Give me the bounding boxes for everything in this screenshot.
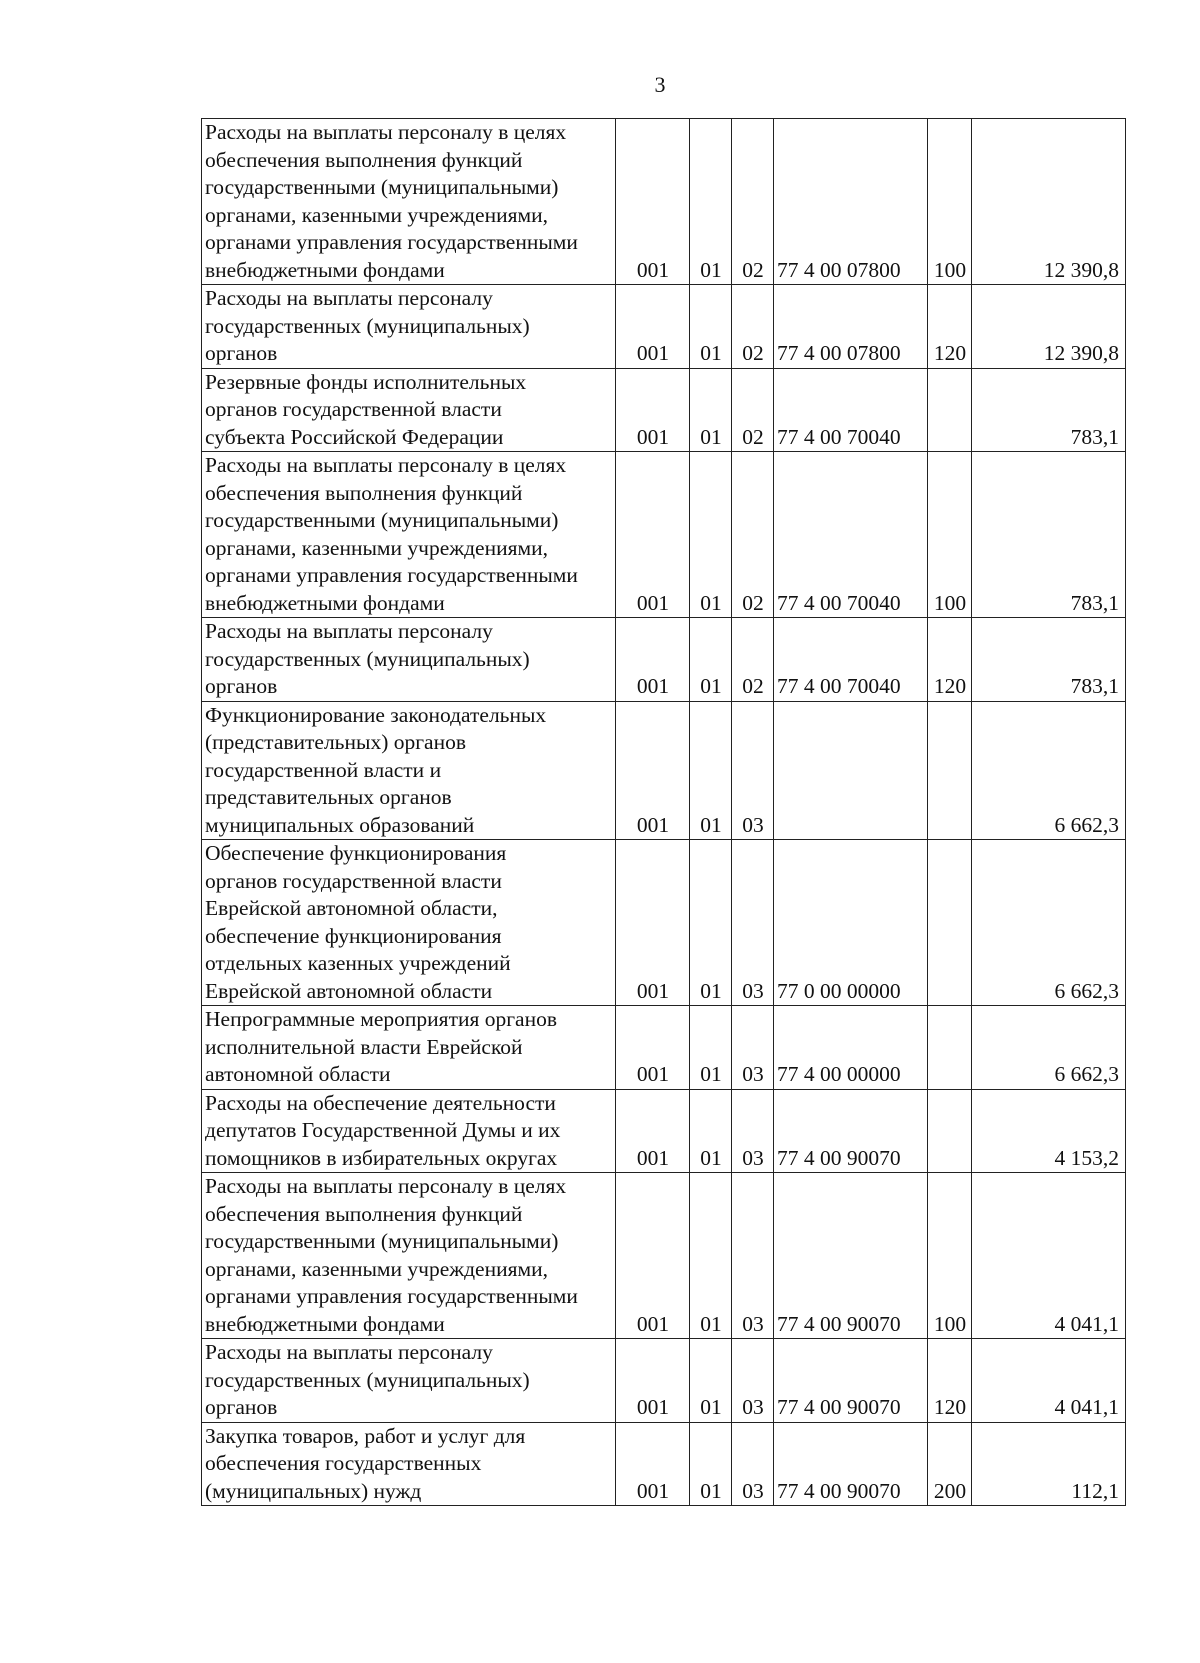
ministry-code-cell: 001	[616, 1339, 690, 1423]
item-name-line: Непрограммные мероприятия органов	[205, 1007, 557, 1031]
amount-cell: 6 662,3	[972, 1006, 1126, 1090]
section-code-cell: 01	[690, 452, 732, 618]
subsection-code-cell: 02	[732, 368, 774, 452]
item-name-line: обеспечения выполнения функций	[205, 1201, 523, 1226]
target-article-cell: 77 4 00 00000	[774, 1006, 928, 1090]
target-article-cell: 77 0 00 00000	[774, 840, 928, 1006]
item-name-line: Еврейской автономной области	[205, 978, 493, 1003]
amount-cell: 12 390,8	[972, 119, 1126, 285]
item-name-line: органами, казенными учреждениями,	[205, 202, 548, 227]
expense-type-cell: 120	[928, 1339, 972, 1423]
section-code-cell: 01	[690, 1339, 732, 1423]
subsection-code-cell: 03	[732, 1422, 774, 1506]
item-name-line: государственных (муниципальных)	[205, 1367, 530, 1392]
table-row	[202, 368, 1126, 452]
item-name-line: отдельных казенных учреждений	[205, 951, 511, 975]
item-name-line: Еврейской автономной области,	[205, 896, 498, 920]
item-name-line: помощников в избирательных округах	[205, 1145, 558, 1170]
table-row	[202, 119, 1126, 285]
section-code-cell: 01	[690, 119, 732, 285]
subsection-code-cell: 03	[732, 1006, 774, 1090]
expense-type-cell: 200	[928, 1422, 972, 1506]
item-name-line: субъекта Российской Федерации	[205, 424, 504, 449]
ministry-code-cell: 001	[616, 452, 690, 618]
item-name-line: исполнительной власти Еврейской	[205, 1034, 523, 1059]
target-article-cell: 77 4 00 70040	[774, 368, 928, 452]
item-name-line: органами управления государственными	[205, 563, 578, 587]
ministry-code-cell: 001	[616, 1422, 690, 1506]
expense-type-cell	[928, 701, 972, 840]
table-row	[202, 618, 1126, 702]
item-name-cell	[202, 1173, 616, 1339]
section-code-cell: 01	[690, 1422, 732, 1506]
subsection-code-cell: 02	[732, 618, 774, 702]
ministry-code-cell: 001	[616, 1006, 690, 1090]
expense-type-cell: 100	[928, 1173, 972, 1339]
item-name-line: органов государственной власти	[205, 868, 502, 893]
item-name-line: органами управления государственными	[205, 230, 578, 254]
ministry-code-cell: 001	[616, 1173, 690, 1339]
amount-cell: 4 153,2	[972, 1089, 1126, 1173]
item-name-line: депутатов Государственной Думы и их	[205, 1118, 561, 1142]
table-row	[202, 285, 1126, 369]
item-name-line: государственных (муниципальных)	[205, 313, 530, 338]
target-article-cell: 77 4 00 90070	[774, 1339, 928, 1423]
target-article-cell	[774, 701, 928, 840]
ministry-code-cell: 001	[616, 701, 690, 840]
item-name-line: обеспечения государственных	[205, 1451, 482, 1475]
item-name-line: органами, казенными учреждениями,	[205, 1256, 548, 1281]
page-number: 3	[654, 72, 666, 97]
subsection-code-cell: 03	[732, 1089, 774, 1173]
target-article-cell: 77 4 00 90070	[774, 1089, 928, 1173]
ministry-code-cell: 001	[616, 618, 690, 702]
subsection-code-cell: 03	[732, 701, 774, 840]
expense-type-cell: 100	[928, 452, 972, 618]
table-row	[202, 1006, 1126, 1090]
table-row	[202, 1339, 1126, 1423]
item-name-line: органов государственной власти	[205, 397, 502, 421]
expense-type-cell: 120	[928, 285, 972, 369]
ministry-code-cell: 001	[616, 1089, 690, 1173]
section-code-cell: 01	[690, 701, 732, 840]
item-name-cell	[202, 1422, 616, 1506]
amount-cell: 783,1	[972, 618, 1126, 702]
table-row	[202, 452, 1126, 618]
item-name-line: Закупка товаров, работ и услуг для	[205, 1423, 526, 1448]
item-name-line: внебюджетными фондами	[205, 1311, 445, 1336]
amount-cell: 112,1	[972, 1422, 1126, 1506]
expense-type-cell	[928, 1089, 972, 1173]
amount-cell: 4 041,1	[972, 1339, 1126, 1423]
item-name-line: государственными (муниципальными)	[205, 175, 559, 199]
amount-cell: 6 662,3	[972, 701, 1126, 840]
item-name-line: обеспечение функционирования	[205, 923, 502, 948]
item-name-line: органов	[205, 1395, 278, 1419]
item-name-line: органами управления государственными	[205, 1284, 578, 1308]
target-article-cell: 77 4 00 70040	[774, 618, 928, 702]
item-name-cell	[202, 452, 616, 618]
expense-type-cell: 120	[928, 618, 972, 702]
item-name-line: автономной области	[205, 1062, 391, 1086]
expense-type-cell	[928, 840, 972, 1006]
target-article-cell: 77 4 00 07800	[774, 119, 928, 285]
ministry-code-cell: 001	[616, 368, 690, 452]
item-name-line: государственными (муниципальными)	[205, 1229, 559, 1253]
amount-cell: 783,1	[972, 452, 1126, 618]
item-name-cell	[202, 1006, 616, 1090]
subsection-code-cell: 03	[732, 1339, 774, 1423]
item-name-line: органов	[205, 674, 278, 698]
item-name-cell	[202, 119, 616, 285]
item-name-line: Расходы на выплаты персоналу в целях	[205, 1174, 567, 1198]
section-code-cell: 01	[690, 285, 732, 369]
subsection-code-cell: 02	[732, 119, 774, 285]
section-code-cell: 01	[690, 840, 732, 1006]
item-name-line: Функционирование законодательных	[205, 702, 547, 727]
budget-table-body	[202, 119, 1126, 1506]
item-name-line: государственных (муниципальных)	[205, 646, 530, 671]
ministry-code-cell: 001	[616, 119, 690, 285]
budget-table	[201, 118, 1126, 1506]
item-name-line: представительных органов	[205, 785, 452, 809]
subsection-code-cell: 02	[732, 452, 774, 618]
item-name-line: Резервные фонды исполнительных	[205, 369, 527, 394]
ministry-code-cell: 001	[616, 840, 690, 1006]
item-name-cell	[202, 285, 616, 369]
target-article-cell: 77 4 00 90070	[774, 1422, 928, 1506]
item-name-line: муниципальных образований	[205, 812, 475, 837]
item-name-line: внебюджетными фондами	[205, 590, 445, 615]
item-name-line: Расходы на обеспечение деятельности	[205, 1090, 556, 1115]
ministry-code-cell: 001	[616, 285, 690, 369]
section-code-cell: 01	[690, 1089, 732, 1173]
item-name-line: Расходы на выплаты персоналу в целях	[205, 120, 567, 144]
item-name-cell	[202, 1089, 616, 1173]
item-name-cell	[202, 840, 616, 1006]
item-name-line: обеспечения выполнения функций	[205, 480, 523, 505]
section-code-cell: 01	[690, 618, 732, 702]
amount-cell: 783,1	[972, 368, 1126, 452]
amount-cell: 6 662,3	[972, 840, 1126, 1006]
expense-type-cell	[928, 368, 972, 452]
amount-cell: 4 041,1	[972, 1173, 1126, 1339]
item-name-line: Расходы на выплаты персоналу в целях	[205, 453, 567, 477]
item-name-line: (муниципальных) нужд	[205, 1478, 422, 1503]
table-row	[202, 1422, 1126, 1506]
target-article-cell: 77 4 00 90070	[774, 1173, 928, 1339]
section-code-cell: 01	[690, 1006, 732, 1090]
subsection-code-cell: 03	[732, 1173, 774, 1339]
item-name-line: органами, казенными учреждениями,	[205, 535, 548, 560]
subsection-code-cell: 02	[732, 285, 774, 369]
amount-cell: 12 390,8	[972, 285, 1126, 369]
item-name-cell	[202, 1339, 616, 1423]
target-article-cell: 77 4 00 07800	[774, 285, 928, 369]
item-name-line: внебюджетными фондами	[205, 257, 445, 282]
section-code-cell: 01	[690, 368, 732, 452]
subsection-code-cell: 03	[732, 840, 774, 1006]
table-row	[202, 1173, 1126, 1339]
item-name-line: государственными (муниципальными)	[205, 508, 559, 532]
item-name-line: органов	[205, 341, 278, 365]
item-name-line: (представительных) органов	[205, 730, 466, 754]
item-name-line: Расходы на выплаты персоналу	[205, 286, 493, 310]
item-name-line: Обеспечение функционирования	[205, 841, 507, 865]
item-name-line: государственной власти и	[205, 757, 442, 782]
target-article-cell: 77 4 00 70040	[774, 452, 928, 618]
item-name-cell	[202, 701, 616, 840]
item-name-line: Расходы на выплаты персоналу	[205, 619, 493, 643]
table-row	[202, 1089, 1126, 1173]
section-code-cell: 01	[690, 1173, 732, 1339]
item-name-line: Расходы на выплаты персоналу	[205, 1340, 493, 1364]
expense-type-cell: 100	[928, 119, 972, 285]
table-row	[202, 840, 1126, 1006]
item-name-line: обеспечения выполнения функций	[205, 147, 523, 172]
expense-type-cell	[928, 1006, 972, 1090]
table-row	[202, 701, 1126, 840]
item-name-cell	[202, 618, 616, 702]
item-name-cell	[202, 368, 616, 452]
